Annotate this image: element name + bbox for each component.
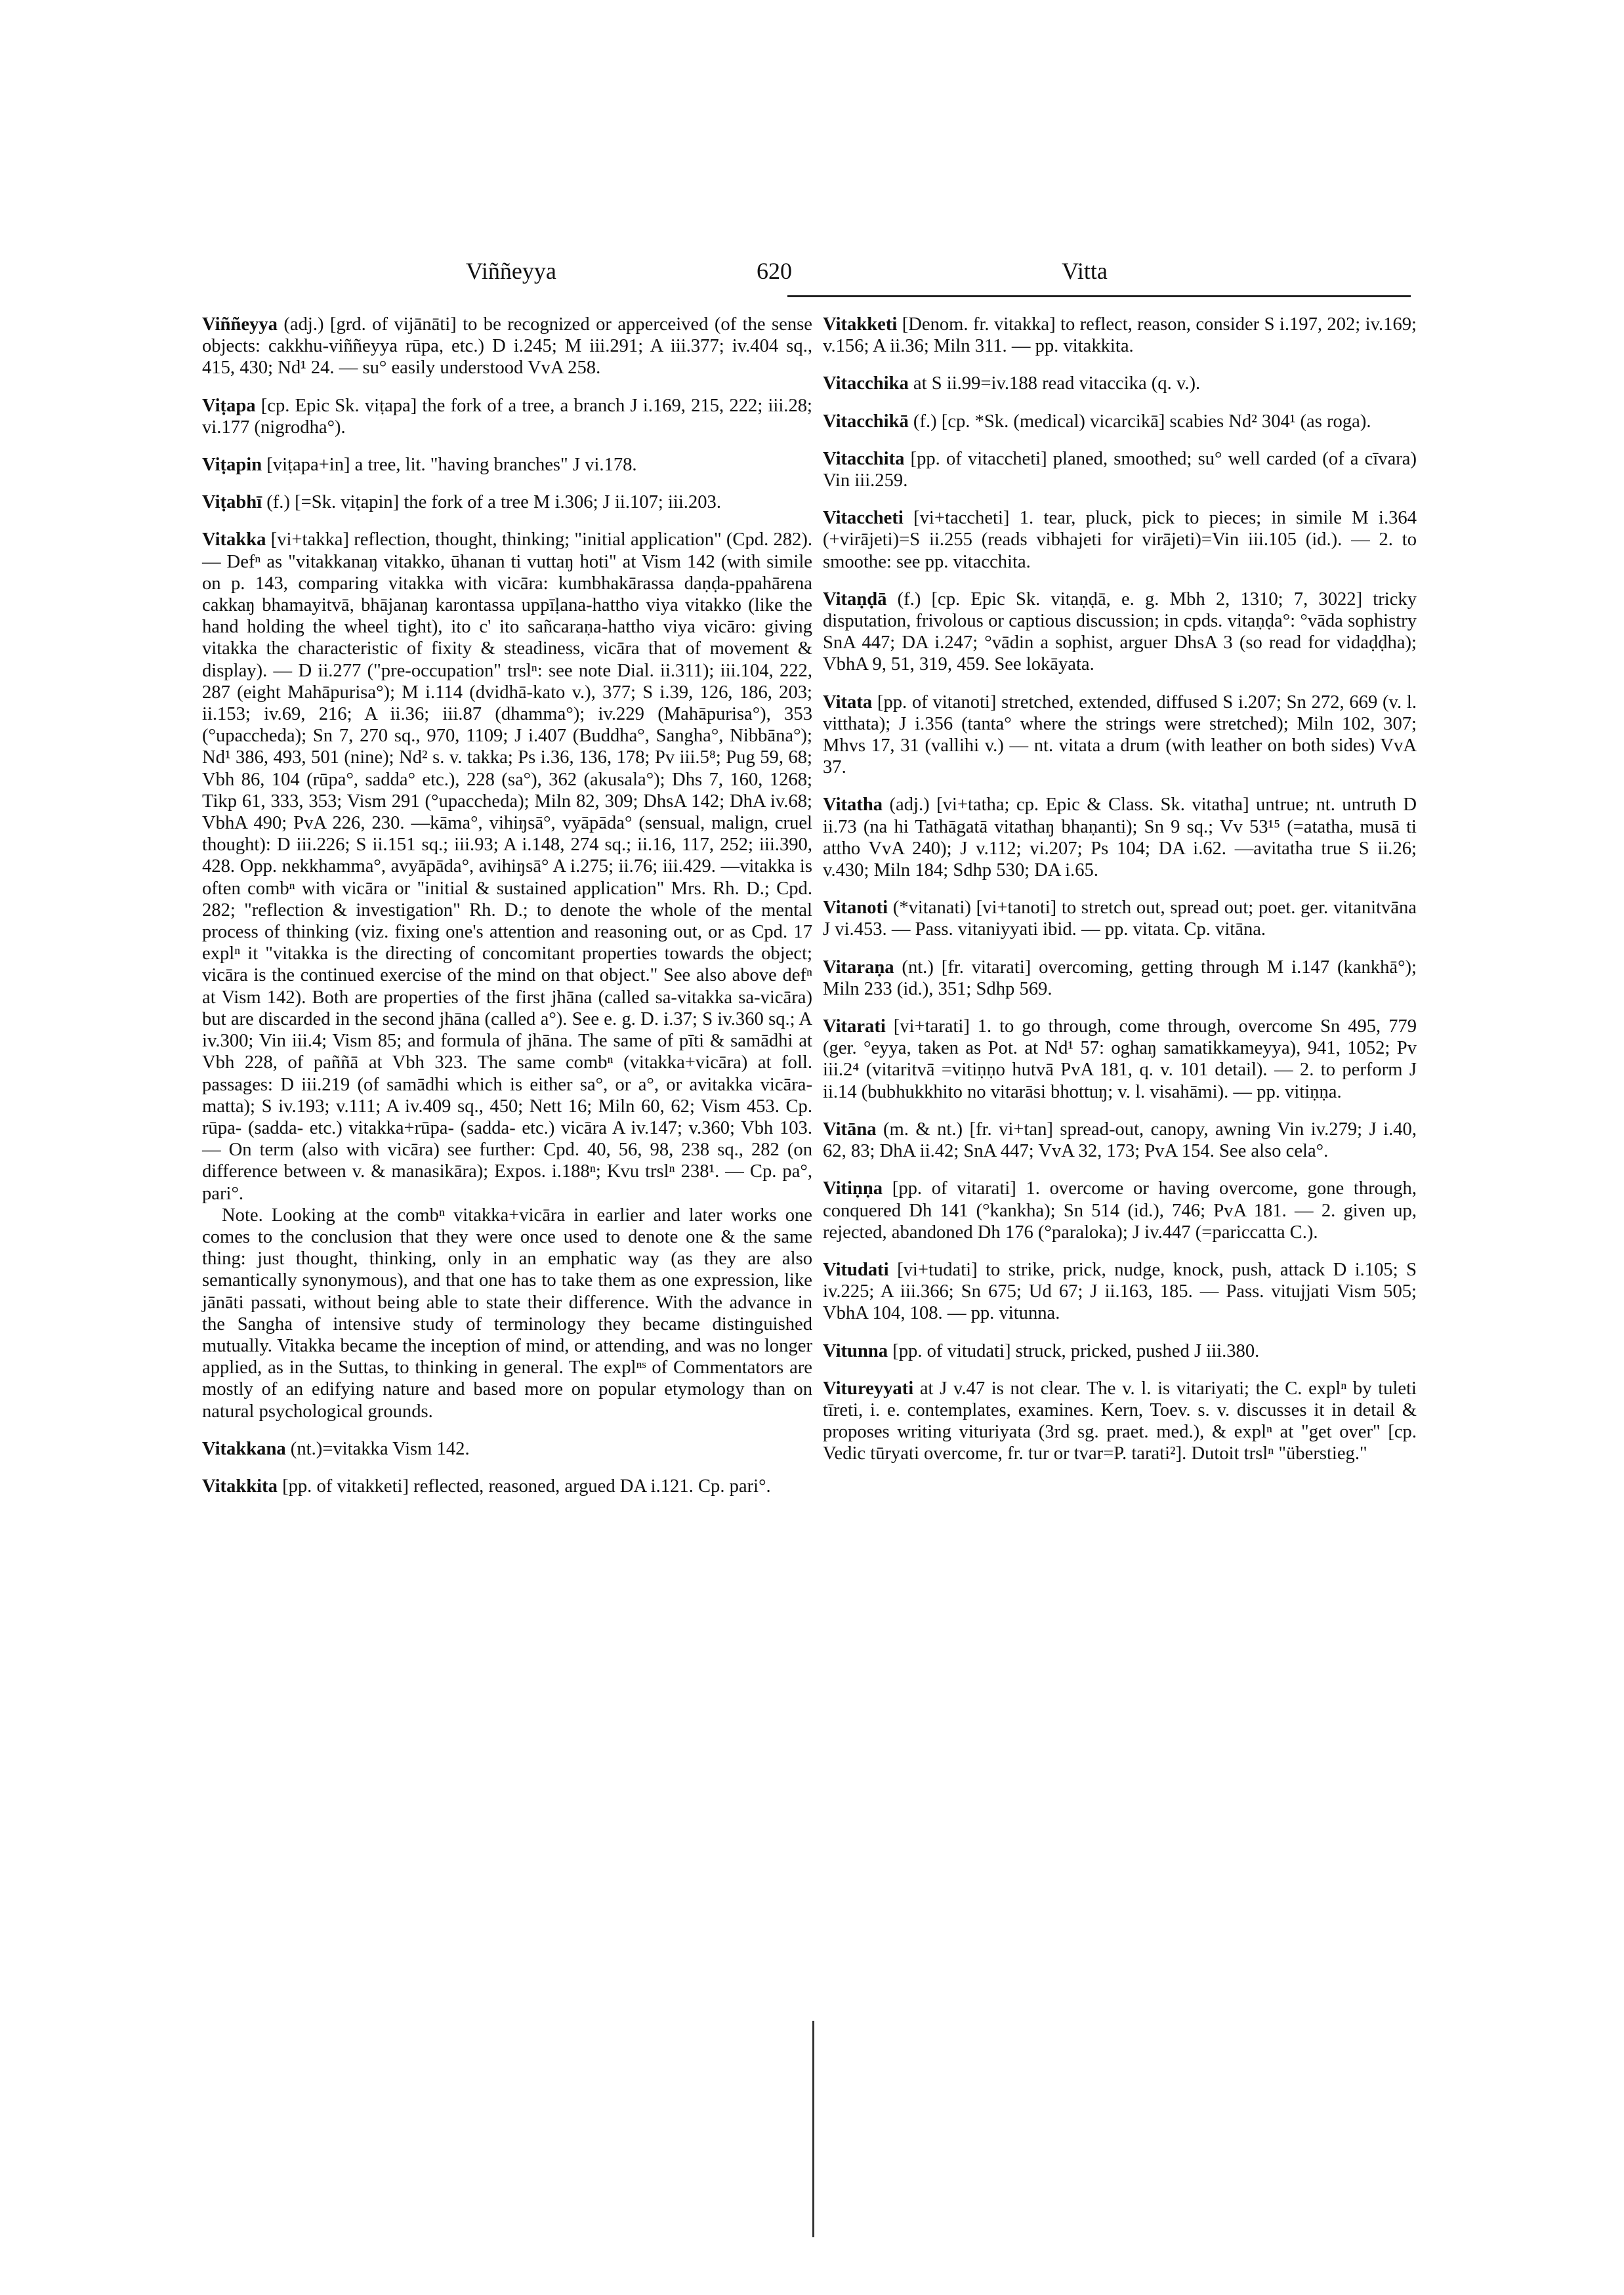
dictionary-entry [823, 373, 1417, 394]
entry-body: [vi+takka] reflection, thought, thinking; "initial application" (Cpd. 282). — Defⁿ as "vitakkanaŋ vitakko, ūhanan ti vuttaŋ hoti" at Vism 142 (with simile on p. 143, comparing vitakka with vicāra: kumbhakārassa daṇḍa-ppahārena cakkaŋ bhamayitvā, bhājanaŋ karontassa uppīḷana-hattho viya vitakko (like the hand holding the wheel tight), ito c' ito sañcaraṇa-hattho viya vicāro: giving vitakka the characteristic of fixity & steadiness, vicāra that of movement & display). — D ii.277 ("pre-occupation" trslⁿ: see note Dial. ii.311); iii.104, 222, 287 (eight Mahāpurisa°); M i.114 (dvidhā-kato v.), 377; S i.39, 126, 186, 203; ii.153; iv.69, 216; A ii.36; iii.87 (dhamma°); iv.229 (Mahāpurisa°), 353 (°upaccheda); Sn 7, 270 sq., 970, 1109; J i.407 (Buddha°, Sangha°, Nibbāna°); Nd¹ 386, 493, 501 (nine); Nd² s. v. takka; Ps i.36, 136, 178; Pv iii.5⁸; Pug 59, 68; Vbh 86, 104 (rūpa°, sadda° etc.), 228 (sa°), 362 (akusala°); Dhs 7, 160, 1268; Tikp 61, 333, 353; Vism 291 (°upaccheda); Miln 82, 309; DhsA 142; DhA iv.68; VbhA 490; PvA 226, 230. —kāma°, vihiŋsā°, vyāpāda° (sensual, malign, cruel thought): D iii.226; S ii.151 sq.; iii.93; A i.148, 274 sq.; ii.16, 117, 252; iii.390, 428. Opp. nekkhamma°, avyāpāda°, avihiŋsā° A i.275; ii.76; iii.429. —vitakka is often combⁿ with vicāra or "initial & sustained application" Mrs. Rh. D.; Cpd. 282; "reflection & investigation" Rh. D.; to denote the whole of the mental process of thinking (viz. fixing one's attention and reasoning out, or as Cpd. 17 explⁿ it "vitakka is the directing of concomitant properties towards the object; vicāra is the continued exercise of the mind on that object." See also above defⁿ at Vism 142). Both are properties of the first jhāna (called sa-vitakka sa-vicāra) but are discarded in the second jhāna (called a°). See e. g. D. i.37; S iv.360 sq.; A iv.300; Vin iii.4; Vism 85; and formula of jhāna. The same of pīti & samādhi at Vbh 228, of paññā at Vbh 323. The same combⁿ (vitakka+vicāra) at foll. passages: D iii.219 (of samādhi which is either sa°, or a°, or avitakka vicāra-matta); S iv.193; v.111; A iv.409 sq., 450; Nett 16; Miln 60, 62; Vism 453. Cp. rūpa- (sadda- etc.) vitakka+rūpa- (sadda- etc.) vicāra A iv.147; v.360; Vbh 103. — On term (also with vicāra) see further: Cpd. 40, 56, 98, 238 sq., 282 (on difference between v. & manasikāra); Expos. i.188ⁿ; Kvu trslⁿ 238¹. — Cp. pa°, pari°. [202, 529, 812, 1204]
dictionary-entry [202, 529, 812, 1204]
entry-headword: Vitakkana [202, 1438, 286, 1459]
entry-headword: Vitakketi [823, 314, 898, 335]
dictionary-entry [823, 1178, 1417, 1243]
entry-headword: Vitacchita [823, 448, 905, 469]
entry-body: (nt.)=vitakka Vism 142. [285, 1438, 470, 1459]
dictionary-entry [823, 1378, 1417, 1465]
entry-body: [pp. of vitanoti] stretched, extended, diffused S i.207; Sn 272, 669 (v. l. vitthata); J i.356 (tanta° where the strings were stretched); Miln 102, 307; Mhvs 17, 31 (vallihi v.) — nt. vitata a drum (with leather on both sides) VvA 37. [823, 692, 1417, 778]
entry-headword: Viṭabhī [202, 492, 262, 513]
entry-headword: Vitaṇḍā [823, 589, 887, 610]
entry-headword: Vitakka [202, 529, 266, 550]
dictionary-entry [202, 1438, 812, 1460]
dictionary-entry [823, 1259, 1417, 1325]
entry-headword: Viṭapa [202, 395, 256, 416]
entry-body: [vi+tarati] 1. to go through, come through, overcome Sn 495, 779 (ger. °eyya, taken as Pot. at Nd¹ 57: oghaŋ samatikkameyya), 941, 1052; Pv iii.2⁴ (vitaritvā =vitiṇṇo hutvā PvA 181, q. v. 101 detail). — 2. to perform J ii.14 (bubhukkhito no vitarāsi bhottuŋ; v. l. visahāmi). — pp. vitiṇṇa. [823, 1016, 1417, 1102]
dictionary-entry [823, 314, 1417, 357]
page-header [367, 257, 1463, 297]
page-number: 620 [757, 258, 792, 284]
entry-body: [pp. of vitakketi] reflected, reasoned, argued DA i.121. Cp. pari°. [277, 1476, 771, 1497]
column-divider [812, 2021, 814, 2237]
dictionary-entry [823, 1016, 1417, 1103]
entry-headword: Vitaccheti [823, 508, 904, 529]
dictionary-entry [823, 1340, 1417, 1362]
header-left-guide-word: Viññeyya [466, 258, 556, 284]
entry-headword: Vitiṇṇa [823, 1178, 883, 1199]
entry-note [202, 1205, 812, 1422]
left-column [202, 314, 812, 1513]
entry-headword: Vitunna [823, 1340, 888, 1361]
header-right-guide-word: Vitta [1062, 258, 1108, 284]
entry-body: (f.) [cp. *Sk. (medical) vicarcikā] scabies Nd² 304¹ (as roga). [908, 411, 1371, 432]
entry-body: (*vitanati) [vi+tanoti] to stretch out, spread out; poet. ger. vitanitvāna J vi.453. — Pass. vitaniyyati ibid. — pp. vitata. Cp. vitāna. [823, 898, 1417, 940]
entry-headword: Vitaraṇa [823, 957, 894, 978]
entry-headword: Vitāna [823, 1119, 877, 1140]
dictionary-entry [202, 454, 812, 476]
dictionary-entry [823, 794, 1417, 881]
entry-headword: Vitata [823, 692, 873, 713]
dictionary-entry [202, 491, 812, 513]
dictionary-entry [202, 395, 812, 438]
entry-body: at J v.47 is not clear. The v. l. is vitariyati; the C. explⁿ by tuleti tīreti, i. e. contemplates, examines. Kern, Toev. s. v. discusses it in detail & proposes writing vituriyata (3rd sg. praet. med.), & explⁿ at "get over" [cp. Vedic tūryati overcome, fr. tur or tvar=P. tarati²]. Dutoit trslⁿ "überstieg." [823, 1378, 1417, 1464]
entry-headword: Vitakkita [202, 1476, 278, 1497]
dictionary-entry [823, 897, 1417, 940]
entry-headword: Vitudati [823, 1259, 889, 1280]
entry-headword: Vitarati [823, 1016, 886, 1037]
entry-body: (nt.) [fr. vitarati] overcoming, getting through M i.147 (kankhā°); Miln 233 (id.), 351; Sdhp 569. [823, 957, 1417, 999]
entry-body: (adj.) [grd. of vijānāti] to be recognized or apperceived (of the sense objects: cakkhu-viññeyya rūpa, etc.) D i.245; M iii.291; A iii.377; iv.404 sq., 415, 430; Nd¹ 24. — su° easily understood VvA 258. [202, 314, 812, 379]
header-rule [787, 295, 1411, 297]
dictionary-entry [823, 507, 1417, 573]
entry-body: [vi+taccheti] 1. tear, pluck, pick to pieces; in simile M i.364 (+virājeti)=S ii.255 (reads vibhajeti for virājeti)=Vin iii.105 (id.). — 2. to smoothe: see pp. vitacchita. [823, 508, 1417, 572]
entry-headword: Vitatha [823, 795, 883, 816]
entry-headword: Viṭapin [202, 455, 262, 476]
entry-headword: Vitacchika [823, 373, 909, 394]
dictionary-entry [823, 589, 1417, 676]
entry-headword: Vitureyyati [823, 1378, 914, 1399]
dictionary-entry [823, 1119, 1417, 1162]
entry-body: (m. & nt.) [fr. vi+tan] spread-out, canopy, awning Vin iv.279; J i.40, 62, 83; DhA ii.42; SnA 447; VvA 32, 173; PvA 154. See also cela°. [823, 1119, 1417, 1162]
dictionary-entry [823, 692, 1417, 779]
dictionary-entry [823, 448, 1417, 491]
entry-headword: Viññeyya [202, 314, 278, 335]
entry-body: (f.) [cp. Epic Sk. vitaṇḍā, e. g. Mbh 2, 1310; 7, 3022] tricky disputation, frivolous or captious discussion; in cpds. vitaṇḍa°: °vāda sophistry SnA 447; DA i.247; °vādin a sophist, arguer DhsA 3 (so read for vidaḍḍha); VbhA 9, 51, 319, 459. See lokāyata. [823, 589, 1417, 675]
entry-body: [vi+tudati] to strike, prick, nudge, knock, push, attack D i.105; S iv.225; A iii.366; Sn 675; Ud 67; J ii.163, 185. — Pass. vitujjati Vism 505; VbhA 104, 108. — pp. vitunna. [823, 1259, 1417, 1324]
entry-headword: Vitacchikā [823, 411, 909, 432]
dictionary-entry [202, 314, 812, 379]
note-body: Note. Looking at the combⁿ vitakka+vicāra in earlier and later works one comes to the conclusion that they were once used to denote one & the same thing: just thought, thinking, only in an emphatic way (as they are also semantically synonymous), and that one has to take them as one expression, like jānāti passati, without being able to state their difference. With the advance in the Sangha of intensive study of terminology they became distinguished mutually. Vitakka became the inception of mind, or attending, and was no longer applied, as in the Suttas, to thinking in general. The explⁿˢ of Commentators are mostly of an edifying nature and based more on popular etymology than on natural psychological grounds. [202, 1205, 812, 1422]
entry-body: (adj.) [vi+tatha; cp. Epic & Class. Sk. vitatha] untrue; nt. untruth D ii.73 (na hi Tathāgatā vitathaŋ bhaṇanti); Sn 9 sq.; Vv 53¹⁵ (=atatha, musā ti attho VvA 240); J v.112; vi.207; Ps 104; DA i.62. —avitatha true S ii.26; v.430; Miln 184; Sdhp 530; DA i.65. [823, 795, 1417, 881]
dictionary-entry [202, 1476, 812, 1497]
dictionary-entry [823, 957, 1417, 1000]
dictionary-entry [823, 411, 1417, 432]
entry-body: (f.) [=Sk. viṭapin] the fork of a tree M i.306; J ii.107; iii.203. [262, 492, 721, 513]
entry-body: [Denom. fr. vitakka] to reflect, reason, consider S i.197, 202; iv.169; v.156; A ii.36; Miln 311. — pp. vitakkita. [823, 314, 1417, 357]
entry-body: [pp. of vitaccheti] planed, smoothed; su° well carded (of a cīvara) Vin iii.259. [823, 448, 1417, 491]
entry-body: [pp. of vitudati] struck, pricked, pushed J iii.380. [888, 1340, 1260, 1361]
entry-body: at S ii.99=iv.188 read vitaccika (q. v.). [908, 373, 1201, 394]
right-column [823, 314, 1417, 1481]
entry-body: [viṭapa+in] a tree, lit. "having branches" J vi.178. [262, 455, 637, 476]
entry-body: [cp. Epic Sk. viṭapa] the fork of a tree, a branch J i.169, 215, 222; iii.28; vi.177 (nigrodha°). [202, 395, 812, 438]
entry-headword: Vitanoti [823, 898, 888, 919]
entry-body: [pp. of vitarati] 1. overcome or having overcome, gone through, conquered Dh 141 (°kankha); Sn 514 (id.), 746; PvA 181. — 2. given up, rejected, abandoned Dh 176 (°paraloka); J iv.447 (=pariccatta C.). [823, 1178, 1417, 1243]
